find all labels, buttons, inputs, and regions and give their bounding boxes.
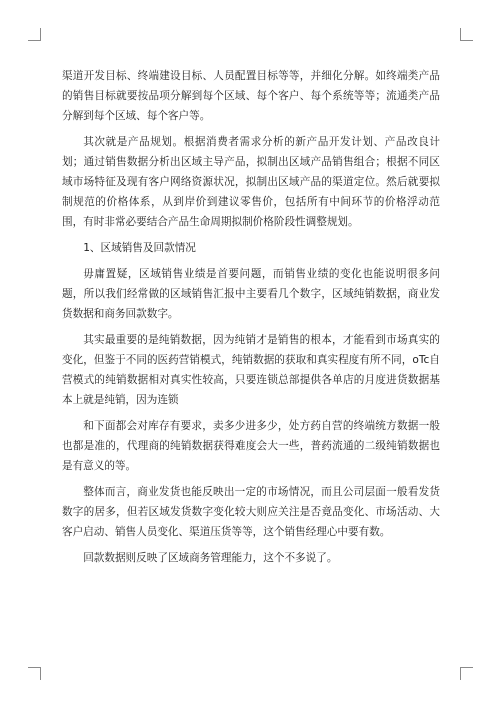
paragraph-product-planning: 其次就是产品规划。根据消费者需求分析的新产品开发计划、产品改良计划；通过销售数据分析出区域主导产品，拟制出区域产品销售组合；根据不同区域市场特征及现有客户网络资源状况，拟制出区域产品的渠道定位。然后就要拟制规范的价格体系，从到岸价到建议零售价，包括所有中间环节的价格浮动范围，有时非常必要结合产品生命周期拟制价格阶段性调整规划。 <box>62 136 440 228</box>
crop-mark-top-left <box>28 28 41 41</box>
paragraph-goals-breakdown: 渠道开发目标、终端建设目标、人员配置目标等等，并细化分解。如终端类产品的销售目标就要按品项分解到每个区域、每个客户、每个系统等等；流通类产品分解到每个区域、每个客户等。 <box>62 70 440 122</box>
section-heading-sales-collection: 1、区域销售及回款情况 <box>83 242 196 254</box>
document-body <box>62 66 440 574</box>
crop-mark-top-right <box>460 28 473 41</box>
crop-mark-bottom-left <box>28 667 41 680</box>
paragraph-collection-data: 回款数据则反映了区域商务管理能力，这个不多说了。 <box>83 552 338 564</box>
paragraph-pure-sales-data: 其实最重要的是纯销数据，因为纯销才是销售的根本，才能看到市场真实的变化，但鉴于不同的医药营销模式，纯销数据的获取和真实程度有所不同，oTc自营模式的纯销数据相对真实性较高，只要连锁总部提供各单店的月度进货数据基本上就是纯销，因为连锁 <box>62 334 440 406</box>
paragraph-shipment-data: 整体而言，商业发货也能反映出一定的市场情况，而且公司层面一般看发货数字的居多，但若区域发货数字变化较大则应关注是否竟品变化、市场活动、大客户启动、销售人员变化、渠道压货等等，这个销售经理心中要有数。 <box>62 486 440 538</box>
crop-mark-bottom-right <box>460 667 473 680</box>
paragraph-sales-performance: 毋庸置疑，区域销售业绩是首要问题，而销售业绩的变化也能说明很多问题，所以我们经常做的区域销售汇报中主要看几个数字，区域纯销数据，商业发货数据和商务回款数字。 <box>62 268 440 320</box>
paragraph-inventory-requirements: 和下面都会对库存有要求，卖多少进多少，处方药自营的终端统方数据一般也都是准的，代理商的纯销数据获得难度会大一些，普药流通的二级纯销数据也是有意义的等。 <box>62 420 440 472</box>
